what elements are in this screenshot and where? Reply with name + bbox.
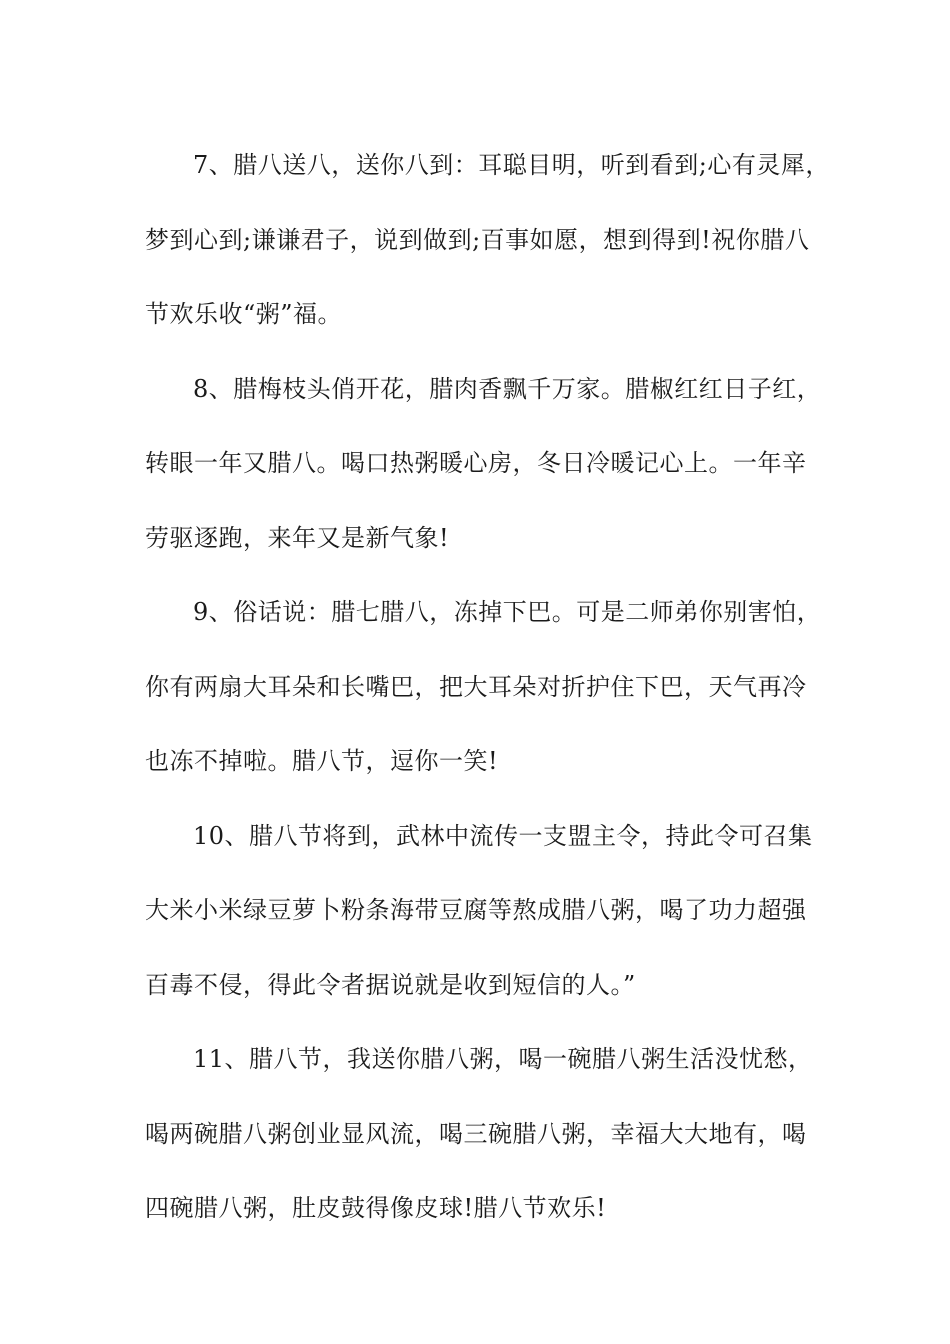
paragraph-line: 转眼一年又腊八。喝口热粥暖心房，冬日冷暖记心上。一年辛: [145, 449, 807, 477]
paragraph-line: 劳驱逐跑，来年又是新气象!: [145, 523, 450, 552]
paragraph-line: 节欢乐收“粥”福。: [145, 300, 343, 328]
paragraph-7: [145, 128, 830, 352]
paragraph-line: 百毒不侵，得此令者据说就是收到短信的人。”: [145, 970, 636, 999]
paragraph-line: 你有两扇大耳朵和长嘴巴，把大耳朵对折护住下巴，天气再冷: [145, 672, 807, 701]
paragraph-line: 喝两碗腊八粥创业显风流，喝三碗腊八粥，幸福大大地有，喝: [145, 1119, 807, 1148]
paragraph-line: 梦到心到;谦谦君子，说到做到;百事如愿，想到得到!祝你腊八: [145, 225, 810, 254]
paragraph-line: 8、腊梅枝头俏开花，腊肉香飘千万家。腊椒红红日子红，: [193, 374, 822, 403]
paragraph-8: [145, 352, 825, 576]
paragraph-9: [145, 575, 825, 799]
paragraph-line: 也冻不掉啦。腊八节，逗你一笑!: [145, 747, 499, 775]
paragraph-line: 10、腊八节将到，武林中流传一支盟主令，持此令可召集: [193, 821, 813, 850]
document-body: [145, 128, 830, 1246]
paragraph-line: 7、腊八送八，送你八到：耳聪目明，听到看到;心有灵犀，: [193, 151, 830, 179]
paragraph-line: 11、腊八节，我送你腊八粥，喝一碗腊八粥生活没忧愁，: [193, 1045, 813, 1073]
paragraph-10: [145, 799, 825, 1023]
paragraph-line: 大米小米绿豆萝卜粉条海带豆腐等熬成腊八粥，喝了功力超强: [145, 896, 807, 924]
paragraph-line: 9、俗话说：腊七腊八，冻掉下巴。可是二师弟你别害怕，: [193, 598, 822, 626]
paragraph-line: 四碗腊八粥，肚皮鼓得像皮球!腊八节欢乐!: [145, 1194, 607, 1222]
paragraph-11: [145, 1022, 825, 1246]
